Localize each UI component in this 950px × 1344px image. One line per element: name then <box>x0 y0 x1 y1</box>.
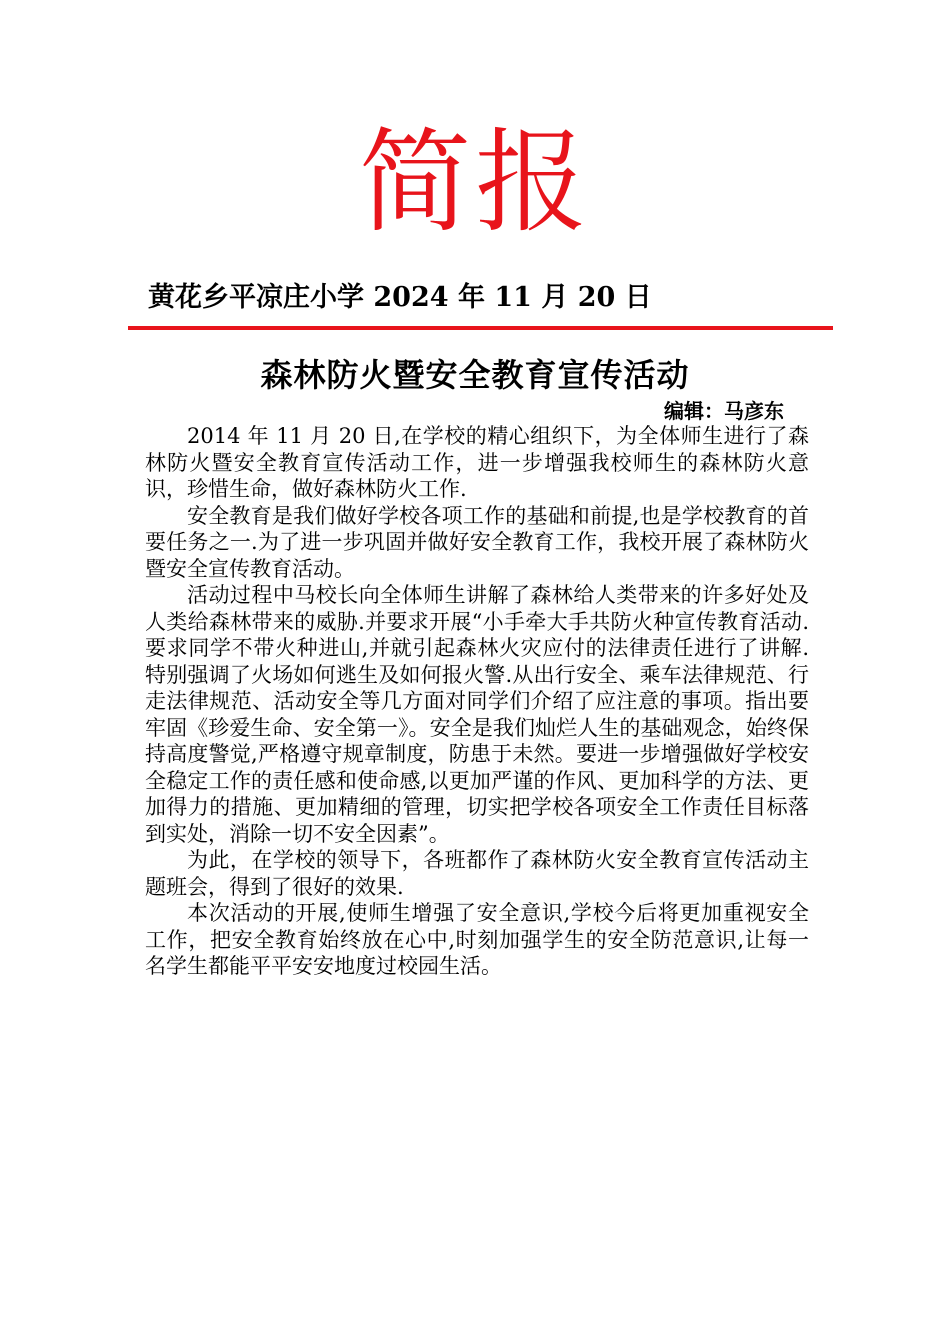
issuer-date-line: 黄花乡平凉庄小学 2024 年 11 月 20 日 <box>148 282 652 313</box>
paragraph: 安全教育是我们做好学校各项工作的基础和前提,也是学校教育的首要任务之一.为了进一步巩固并做好安全教育工作，我校开展了森林防火暨安全宣传教育活动。 <box>145 503 809 581</box>
red-divider-rule <box>128 326 833 330</box>
editor-credit: 编辑：马彦东 <box>664 399 784 423</box>
article-body <box>145 423 809 980</box>
paragraph: 2014 年 11 月 20 日,在学校的精心组织下，为全体师生进行了森林防火暨安全教育宣传活动工作，进一步增强我校师生的森林防火意识，珍惜生命，做好森林防火工作. <box>145 424 809 501</box>
article-title: 森林防火暨安全教育宣传活动 <box>260 356 690 394</box>
masthead-title: 简报 <box>359 118 591 248</box>
paragraph: 本次活动的开展,使师生增强了安全意识,学校今后将更加重视安全工作，把安全教育始终放在心中,时刻加强学生的安全防范意识,让每一名学生都能平平安安地度过校园生活。 <box>145 901 809 978</box>
paragraph: 活动过程中马校长向全体师生讲解了森林给人类带来的许多好处及人类给森林带来的威胁.并要求开展“小手牵大手共防火种宣传教育活动.要求同学不带火种进山,并就引起森林火灾应付的法律责任进行了讲解.特别强调了火场如何逃生及如何报火警.从出行安全、乘车法律规范、行走法律规范、活动安全等几方面对同学们介绍了应注意的事项。指出要牢固《珍爱生命、安全第一》。安全是我们灿烂人生的基础观念，始终保持高度警觉,严格遵守规章制度，防患于未然。要进一步增强做好学校安全稳定工作的责任感和使命感,以更加严谨的作风、更加科学的方法、更加得力的措施、更加精细的管理，切实把学校各项安全工作责任目标落到实处，消除一切不安全因素”。 <box>145 583 809 846</box>
paragraph: 为此，在学校的领导下，各班都作了森林防火安全教育宣传活动主题班会，得到了很好的效果. <box>145 848 809 899</box>
